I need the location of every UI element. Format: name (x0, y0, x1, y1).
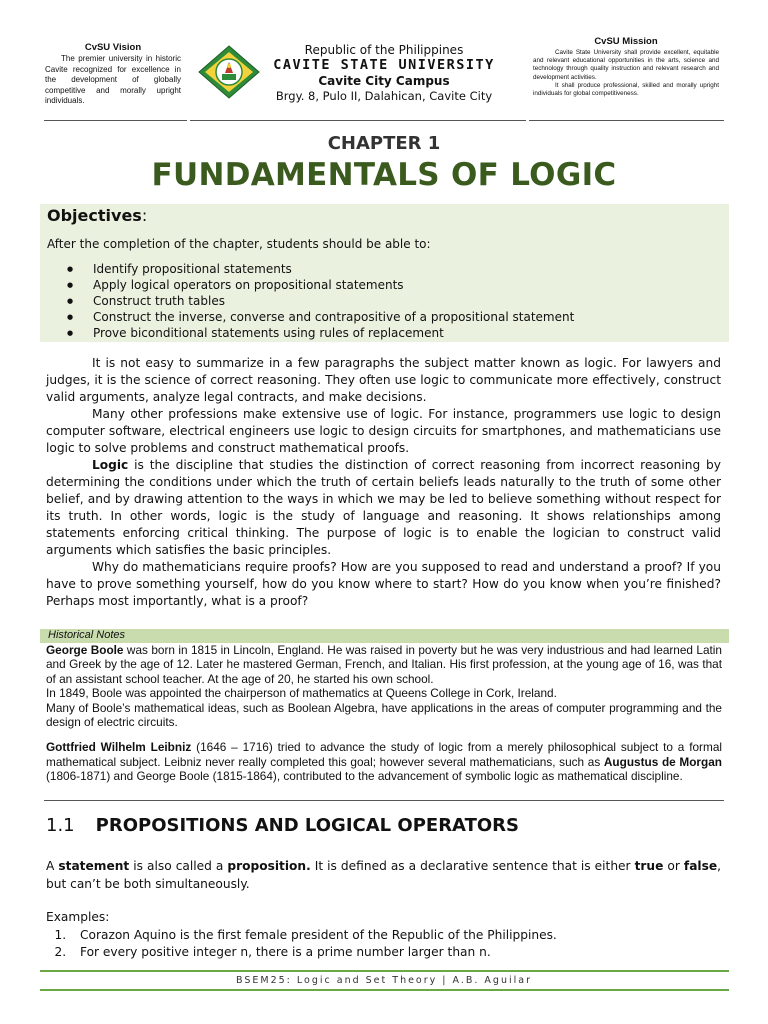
section-number: 1.1 (46, 815, 75, 836)
objectives-intro: After the completion of the chapter, students should be able to: (47, 237, 431, 251)
introduction-text (46, 355, 721, 610)
mission-text-1: Cavite State University shall provide excellent, equitable and relevant educational opportunities in the arts, science and technology through quality instruction and relevant research and development activities. (533, 49, 719, 81)
objective-item: ● Construct the inverse, converse and contrapositive of a propositional statement (47, 309, 574, 325)
boole-note: George Boole was born in 1815 in Lincoln, England. He was raised in poverty but he was very industrious and had learned Latin and Greek by the age of 12. Later he mastered German, French, and Italian. His first profession, at the young age of 16, was that of an assistant school teacher. At the age of 20, he started his own school. (46, 643, 722, 686)
cvsu-mission (533, 36, 719, 98)
cvsu-vision (45, 42, 181, 107)
leibniz-note: Gottfried Wilhelm Leibniz (1646 – 1716) tried to advance the study of logic from a merely philosophical subject to a formal mathematical subject. Leibniz never really completed this goal; however several mathematicians, such as Augustus de Morgan (1806-1871) and George Boole (1815-1864), contributed to the advancement of symbolic logic as mathematical discipline. (46, 740, 722, 784)
header-divider-center (190, 120, 526, 121)
historical-notes-bar (40, 629, 729, 643)
statement-definition: A statement is also called a proposition. It is defined as a declarative sentence that is either true or false, but can’t be both simultaneously. (46, 859, 722, 891)
boole-note-2: In 1849, Boole was appointed the chairperson of mathematics at Queens College in Cork, Ireland. (46, 686, 557, 701)
objective-item: ● Construct truth tables (47, 293, 574, 309)
header-divider-right (529, 120, 724, 121)
republic-line: Republic of the Philippines (304, 43, 464, 57)
historical-notes-label: Historical Notes (48, 629, 126, 641)
logic-term: Logic (92, 458, 129, 472)
campus-name: Cavite City Campus (318, 74, 450, 88)
examples-label: Examples: (46, 910, 110, 924)
footer-line-top (40, 970, 729, 972)
chapter-label: CHAPTER 1 (327, 133, 441, 154)
spacer (46, 729, 722, 740)
vision-text: The premier university in historic Cavite recognized for excellence in the development of globally competitive and morally upright individuals. (45, 54, 181, 105)
mission-title: CvSU Mission (594, 36, 658, 47)
objective-item: ● Prove biconditional statements using rules of replacement (47, 325, 574, 341)
mission-text-2: It shall produce professional, skilled and morally upright individuals for global competitiveness. (533, 81, 719, 98)
campus-address: Brgy. 8, Pulo II, Dalahican, Cavite City (275, 89, 493, 103)
university-name: CAVITE STATE UNIVERSITY (273, 57, 495, 73)
objective-item: ● Identify propositional statements (47, 261, 574, 277)
paragraph: It is not easy to summarize in a few paragraphs the subject matter known as logic. For lawyers and judges, it is the science of correct reasoning. They often use logic to communicate more effectively, construct valid arguments, analyze legal contracts, and make decisions. (46, 356, 721, 404)
examples-block (46, 909, 557, 962)
footer-text: BSEM25: Logic and Set Theory | A.B. Aguilar (236, 975, 532, 986)
objective-item: ● Apply logical operators on propositional statements (47, 277, 574, 293)
example-item: 2. For every positive integer n, there is a prime number larger than n. (70, 944, 557, 962)
vision-title: CvSU Vision (84, 42, 142, 53)
paragraph: Why do mathematicians require proofs? How are you supposed to read and understand a proof? If you have to prove something yourself, how do you know where to start? How do you know when you’re finished? Perhaps most importantly, what is a proof? (46, 560, 721, 608)
university-header (262, 43, 506, 104)
objectives-box (40, 204, 729, 342)
section-title: PROPOSITIONS AND LOGICAL OPERATORS (95, 815, 519, 836)
paragraph: Many other professions make extensive use of logic. For instance, programmers use logic to design computer software, electrical engineers use logic to design circuits for smartphones, and mathematicians use logic to solve problems and construct mathematical proofs. (46, 407, 721, 455)
objectives-heading: Objectives: (47, 206, 148, 225)
section-heading (46, 815, 519, 836)
example-item: 1. Corazon Aquino is the first female president of the Republic of the Philippines. (70, 927, 557, 945)
historical-notes-text (46, 643, 722, 784)
header-divider-left (44, 120, 187, 121)
notes-divider (44, 800, 724, 801)
objectives-list (47, 261, 574, 341)
examples-list (46, 927, 557, 962)
footer-line-bottom (40, 989, 729, 991)
university-seal (196, 44, 262, 100)
chapter-title: FUNDAMENTALS OF LOGIC (151, 157, 617, 193)
paragraph-logic-definition: Logic is the discipline that studies the distinction of correct reasoning from incorrect reasoning by determining the conditions under which the truth of certain beliefs leads naturally to the truth of some other belief, and by drawing attention to the ways in which we may be led to believe something without respect for its truth. In other words, logic is the study of language and reasoning. It shows relationships among statements enforcing critical thinking. The purpose of logic is to enable the logician to construct valid arguments which satisfies the basic principles. (46, 458, 721, 557)
boole-note-3: Many of Boole’s mathematical ideas, such as Boolean Algebra, have applications in the areas of computer programming and the design of electric circuits. (46, 700, 722, 730)
